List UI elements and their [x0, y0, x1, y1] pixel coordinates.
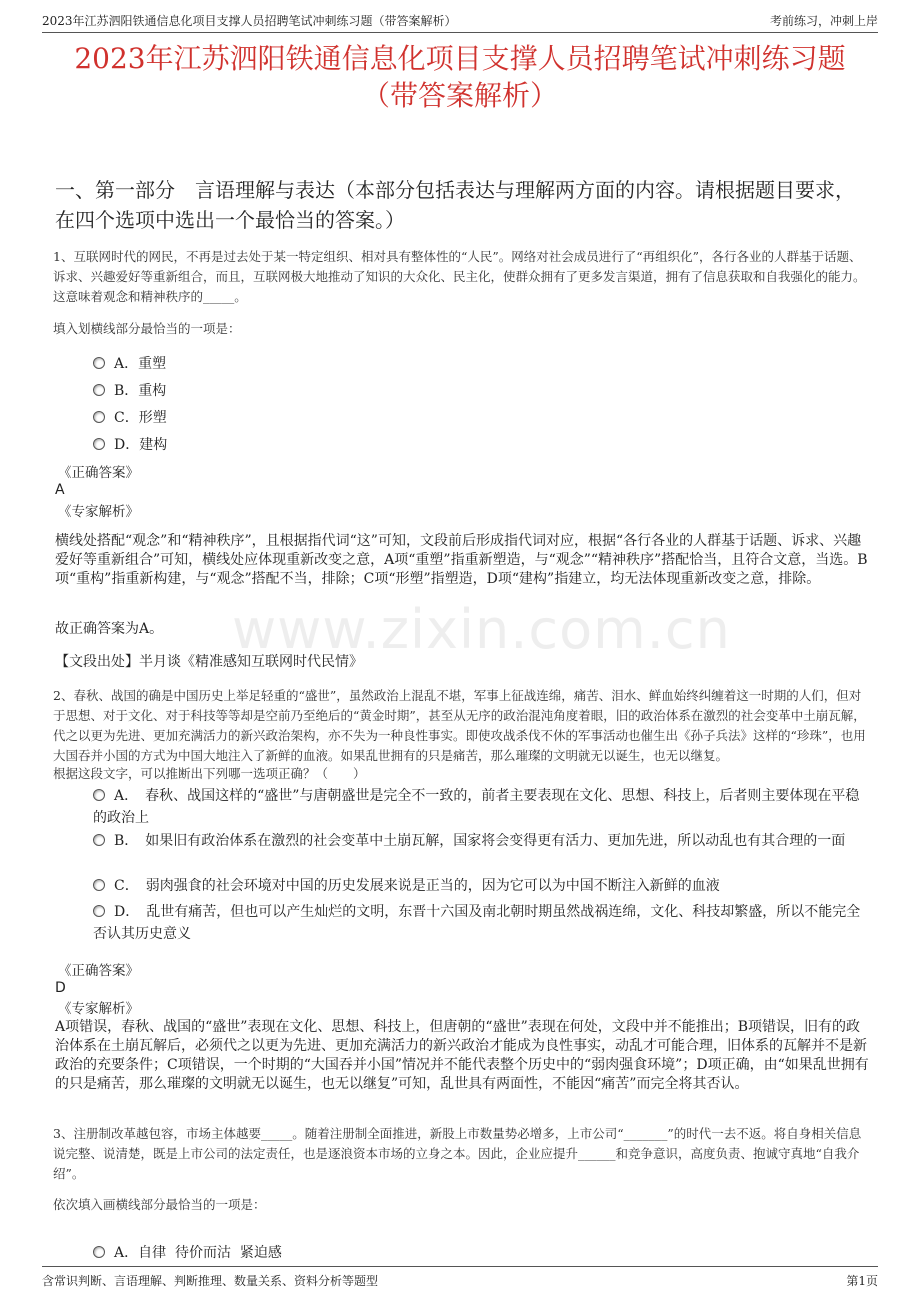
page-number: 第1页: [846, 1274, 878, 1288]
page-footer: [42, 1266, 878, 1290]
q1-option-a[interactable]: A．重塑: [93, 353, 863, 375]
q2-option-d[interactable]: D． 乱世有痛苦，但也可以产生灿烂的文明，东晋十六国及南北朝时期虽然战祸连绵，文化、科技却繁盛，所以不能完全否认其历史意义: [93, 904, 861, 942]
radio-icon[interactable]: [93, 1246, 105, 1258]
q2-answer-label: 《正确答案》: [58, 963, 139, 979]
title-line-1: 2023年江苏泗阳铁通信息化项目支撑人员招聘笔试冲刺练习题: [74, 42, 846, 75]
radio-icon[interactable]: [93, 357, 105, 369]
q1-conclusion: 故正确答案为A。: [55, 621, 164, 637]
question-1-text: 1、互联网时代的网民，不再是过去处于某一特定组织、相对具有整体性的“人民”。网络对社会成员进行了“再组织化”，各行各业的人群基于话题、诉求、兴趣爱好等重新组合，而且，互联网极大地推动了知识的大众化、民主化，使群众拥有了更多发言渠道，拥有了信息获取和自我强化的能力。这意味着观念和精神秩序的_____。: [53, 249, 866, 304]
q2-analysis-label: 《专家解析》: [58, 1001, 139, 1017]
question-1-prompt: 填入划横线部分最恰当的一项是：: [53, 321, 241, 336]
section-heading: 一、第一部分 言语理解与表达（本部分包括表达与理解两方面的内容。请根据题目要求，在四个选项中选出一个最恰当的答案。）: [55, 178, 855, 232]
q3-option-a[interactable]: A．自律 待价而沽 紧迫感: [93, 1242, 863, 1264]
radio-icon[interactable]: [93, 879, 105, 891]
header-slogan: 考前练习，冲刺上岸: [769, 14, 878, 28]
radio-icon[interactable]: [93, 834, 105, 846]
document-title: [0, 40, 920, 114]
q1-source: 【文段出处】半月谈《精准感知互联网时代民情》: [55, 654, 363, 670]
header-doc-title: 2023年江苏泗阳铁通信息化项目支撑人员招聘笔试冲刺练习题（带答案解析）: [42, 14, 457, 28]
q2-analysis: A项错误，春秋、战国的“盛世”表现在文化、思想、科技上，但唐朝的“盛世”表现在何处，文段中并不能推出；B项错误，旧有的政治体系在土崩瓦解后，必须代之以更为先进、更加充满活力的新兴政治才能成为良性事实，动乱才可能合理，旧体系的瓦解并不是新政治的充要条件；C项错误，一个时期的“大国吞并小国”情况并不能代表整个历史中的“弱肉强食环境”；D项正确，由“如果乱世拥有的只是痛苦，那么璀璨的文明就无以诞生，也无以继复”可知，乱世具有两面性，不能因“痛苦”而完全将其否认。: [55, 1019, 869, 1092]
radio-icon[interactable]: [93, 905, 105, 917]
title-line-2: （带答案解析）: [361, 79, 558, 112]
radio-icon[interactable]: [93, 411, 105, 423]
q2-option-b[interactable]: B． 如果旧有政治体系在激烈的社会变革中土崩瓦解，国家将会变得更有活力、更加先进，所以动乱也有其合理的一面: [93, 830, 863, 852]
q1-answer: A: [55, 482, 65, 498]
q2-option-a[interactable]: A． 春秋、战国这样的“盛世”与唐朝盛世是完全不一致的，前者主要表现在文化、思想、科技上，后者则主要体现在平稳的政治上: [93, 788, 860, 826]
q1-answer-label: 《正确答案》: [58, 465, 139, 481]
footer-question-types: 含常识判断、言语理解、判断推理、数量关系、资料分析等题型: [42, 1274, 379, 1288]
q2-answer: D: [55, 980, 66, 996]
radio-icon[interactable]: [93, 789, 105, 801]
question-3-prompt: 依次填入画横线部分最恰当的一项是：: [53, 1197, 266, 1212]
q1-option-b[interactable]: B．重构: [93, 380, 863, 402]
q2-option-c[interactable]: C． 弱肉强食的社会环境对中国的历史发展来说是正当的，因为它可以为中国不断注入新鲜的血液: [93, 875, 863, 897]
q1-option-c[interactable]: C．形塑: [93, 407, 863, 429]
question-3-text: 3、注册制改革越包容，市场主体越要_____。随着注册制全面推进，新股上市数量势必增多，上市公司“_______”的时代一去不返。将自身相关信息说完整、说清楚，既是上市公司的法定责任，也是逐浪资本市场的立身之本。因此，企业应提升______和竞争意识，高度负责、抱诚守真地“自我介绍”。: [53, 1126, 862, 1181]
page-header: [42, 9, 878, 33]
watermark: www.zixin.com.cn: [232, 598, 731, 661]
question-2-prompt: 根据这段文字，可以推断出下列哪一选项正确？（ ）: [53, 766, 366, 781]
q1-analysis: 横线处搭配“观念”和“精神秩序”，且根据指代词“这”可知，文段前后形成指代词对应，根据“各行各业的人群基于话题、诉求、兴趣爱好等重新组合”可知，横线处应体现重新改变之意，A项“重塑”指重新塑造，与“观念”“精神秩序”搭配恰当，且符合文意，当选。B项“重构”指重新构建，与“观念”搭配不当，排除；C项“形塑”指塑造，D项“建构”指建立，均无法体现重新改变之意，排除。: [55, 533, 868, 587]
radio-icon[interactable]: [93, 438, 105, 450]
q1-option-d[interactable]: D．建构: [93, 434, 863, 456]
radio-icon[interactable]: [93, 384, 105, 396]
q1-analysis-label: 《专家解析》: [58, 504, 139, 520]
question-2-text: 2、春秋、战国的确是中国历史上举足轻重的“盛世”，虽然政治上混乱不堪，军事上征战连绵，痛苦、泪水、鲜血始终纠缠着这一时期的人们，但对于思想、对于文化、对于科技等等却是空前乃至绝后的“黄金时期”，甚至从无序的政治混沌角度着眼，旧的政治体系在激烈的社会变革中土崩瓦解，代之以更为先进、更加充满活力的新兴政治架构，亦不失为一种良性事实。即使攻战杀伐不休的军事活动也催生出《孙子兵法》这样的“珍珠”，也用大国吞并小国的方式为中国大地注入了新鲜的血液。如果乱世拥有的只是痛苦，那么璀璨的文明就无以诞生，也无以继复。: [53, 688, 866, 763]
